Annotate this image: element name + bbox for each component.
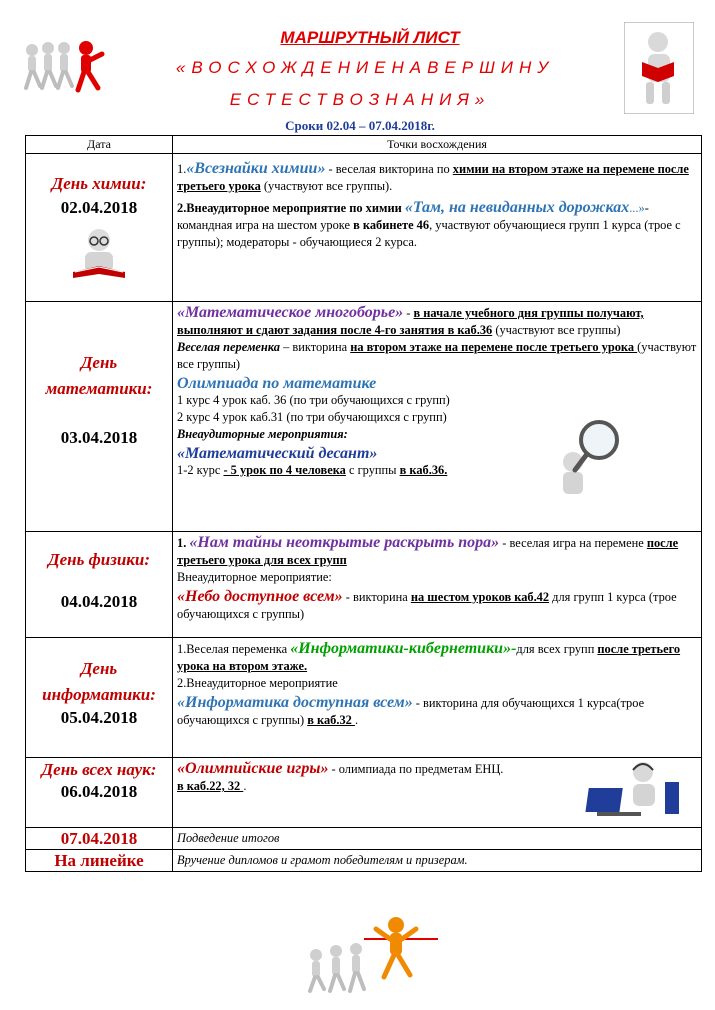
event-text: 2.Внеаудиторное мероприятие по химии — [177, 201, 405, 215]
event-location: после третьего урока для всех групп — [177, 536, 679, 567]
event-text: . — [243, 779, 247, 793]
event-title: «Математическое многоборье» — [177, 304, 404, 321]
col-header-date: Дата — [26, 136, 173, 154]
day-date: 03.04.2018 — [60, 428, 138, 447]
event-location: на шестом уроков каб.42 — [410, 590, 550, 604]
event-text: - олимпиада по предметам ЕНЦ. — [328, 762, 504, 776]
table-row-math — [26, 302, 702, 532]
page-subtitle-line1: «ВОСХОЖДЕНИЕНАВЕРШИНУ — [175, 58, 555, 77]
day-name: День информатики: — [42, 659, 156, 704]
event-title-desant: «Математический десант» — [177, 445, 378, 462]
day-name: День химии: — [51, 174, 147, 193]
events-cell-physics — [173, 532, 702, 638]
event-location: после третьего урока на втором этаже. — [177, 642, 681, 673]
item-number: 1. — [177, 162, 187, 176]
event-text: , участвуют обучающиеся групп 1 курса (трое с группы); модераторы - обучающиеся 2 курса. — [177, 218, 681, 249]
day-cell-math — [26, 302, 173, 532]
olympiad-line-2: 2 курс 4 урок каб.31 (по три обучающихся с групп) — [177, 410, 447, 424]
day-cell-summary — [26, 828, 173, 850]
table-header-row — [26, 136, 702, 154]
event-text: для групп 1 курса (трое обучающихся с группы) — [177, 590, 677, 621]
day-cell-chemistry — [26, 154, 173, 302]
event-text: - викторина — [342, 590, 411, 604]
day-cell-physics — [26, 532, 173, 638]
date-range: Сроки 02.04 – 07.04.2018г. — [285, 118, 435, 133]
event-location: химии на втором этаже на перемене после третьего урока — [177, 162, 689, 193]
col-header-points: Точки восхождения — [173, 136, 702, 154]
event-text: - викторина для обучающихся 1 курса(трое обучающихся с группы) — [177, 696, 645, 727]
table-row-informatics — [26, 638, 702, 758]
extracurricular-label: Внеаудиторное мероприятие: — [177, 570, 332, 584]
event-text: - веселая викторина по — [325, 162, 453, 176]
summary-date: 07.04.2018 — [60, 828, 138, 848]
table-row-all-sciences — [26, 758, 702, 828]
event-location: в начале учебного дня группы получают, выполняют и сдают задания после 4-го занятия в каб.36 — [177, 306, 644, 337]
event-paragraph-1 — [177, 640, 697, 675]
page-title: МАРШРУТНЫЙ ЛИСТ — [280, 28, 460, 47]
day-date: 04.04.2018 — [60, 592, 138, 611]
day-name: День всех наук: — [41, 760, 157, 779]
event-location: на втором этаже на перемене после третьего урока — [350, 340, 638, 354]
event-paragraph-1 — [177, 534, 697, 569]
day-name: День математики: — [45, 353, 153, 398]
event-text: - 5 урок по 4 человека — [223, 463, 346, 477]
day-name: День физики: — [47, 550, 151, 569]
table-row-physics — [26, 532, 702, 638]
event-paragraph-1 — [177, 160, 697, 195]
day-date: 05.04.2018 — [60, 708, 138, 727]
magnifier-man-illustration — [545, 414, 629, 498]
event-location: в каб.36. — [399, 463, 448, 477]
ceremony-text: Вручение дипломов и грамот победителям и призерам. — [173, 850, 702, 872]
event-text: 1-2 курс — [177, 463, 224, 477]
event-location: в каб.32 — [307, 713, 355, 727]
event-text: - командная игра на шестом уроке — [177, 201, 649, 232]
computer-user-illustration — [583, 758, 687, 824]
events-cell-math — [173, 302, 702, 532]
reading-man-illustration — [624, 22, 694, 114]
event-location: в кабинете 46 — [353, 218, 430, 232]
event-title: «Нам тайны неоткрытые раскрыть пора» — [189, 534, 500, 551]
event-title: «Небо доступное всем» — [177, 588, 343, 605]
event-paragraph-2 — [177, 588, 697, 623]
event-text: (участвуют все группы) — [177, 340, 697, 371]
day-cell-all-sciences — [26, 758, 173, 828]
event-text: с группы — [345, 463, 400, 477]
event-text: (участвуют все группы). — [260, 179, 393, 193]
day-cell-ceremony — [26, 850, 173, 872]
event-paragraph-2 — [177, 339, 697, 373]
event-paragraph-2 — [177, 694, 697, 729]
summary-text: Подведение итогов — [173, 828, 702, 850]
running-people-illustration — [18, 38, 110, 96]
event-title: «Всезнайки химии» — [186, 160, 326, 177]
events-cell-all-sciences — [173, 758, 702, 828]
reading-student-illustration — [59, 224, 139, 284]
extracurricular-label: Внеаудиторные мероприятия: — [177, 427, 348, 441]
item-number: 1. — [177, 536, 190, 550]
table-row-ceremony — [26, 850, 702, 872]
event-text: 1.Веселая переменка — [177, 642, 291, 656]
extracurricular-label: 2.Внеаудиторное мероприятие — [177, 676, 338, 690]
event-text: ...» — [629, 201, 645, 215]
event-paragraph-1 — [177, 304, 697, 339]
table-row-summary — [26, 828, 702, 850]
event-text: - веселая игра на перемене — [499, 536, 647, 550]
event-title: «Информатика доступная всем» — [177, 694, 413, 711]
table-row-chemistry — [26, 154, 702, 302]
day-cell-informatics — [26, 638, 173, 758]
event-paragraph-2 — [177, 199, 697, 251]
page-subtitle-line2: ЕСТЕСТВОЗНАНИЯ» — [229, 90, 491, 109]
event-location: в каб.22, 32 — [177, 779, 244, 793]
finish-line-illustration — [290, 915, 440, 997]
day-date: 06.04.2018 — [60, 782, 138, 801]
ceremony-label: На линейке — [54, 850, 144, 870]
event-text: . — [354, 713, 359, 727]
event-text: - — [403, 306, 414, 320]
schedule-table — [25, 135, 702, 872]
event-title: «Информатики-кибернетики»- — [290, 640, 517, 657]
day-date: 02.04.2018 — [60, 198, 138, 217]
event-text: Веселая переменка — [177, 340, 280, 354]
events-cell-chemistry — [173, 154, 702, 302]
event-text: (участвуют все группы) — [492, 323, 621, 337]
event-title: «Там, на невиданных дорожках — [404, 199, 630, 216]
event-title-olympiad: Олимпиада по математике — [177, 375, 377, 392]
olympiad-line-1: 1 курс 4 урок каб. 36 (по три обучающихся с групп) — [177, 393, 450, 407]
event-text: – викторина — [279, 340, 351, 354]
event-text: для всех групп — [516, 642, 598, 656]
events-cell-informatics — [173, 638, 702, 758]
event-title: «Олимпийские игры» — [177, 760, 329, 777]
